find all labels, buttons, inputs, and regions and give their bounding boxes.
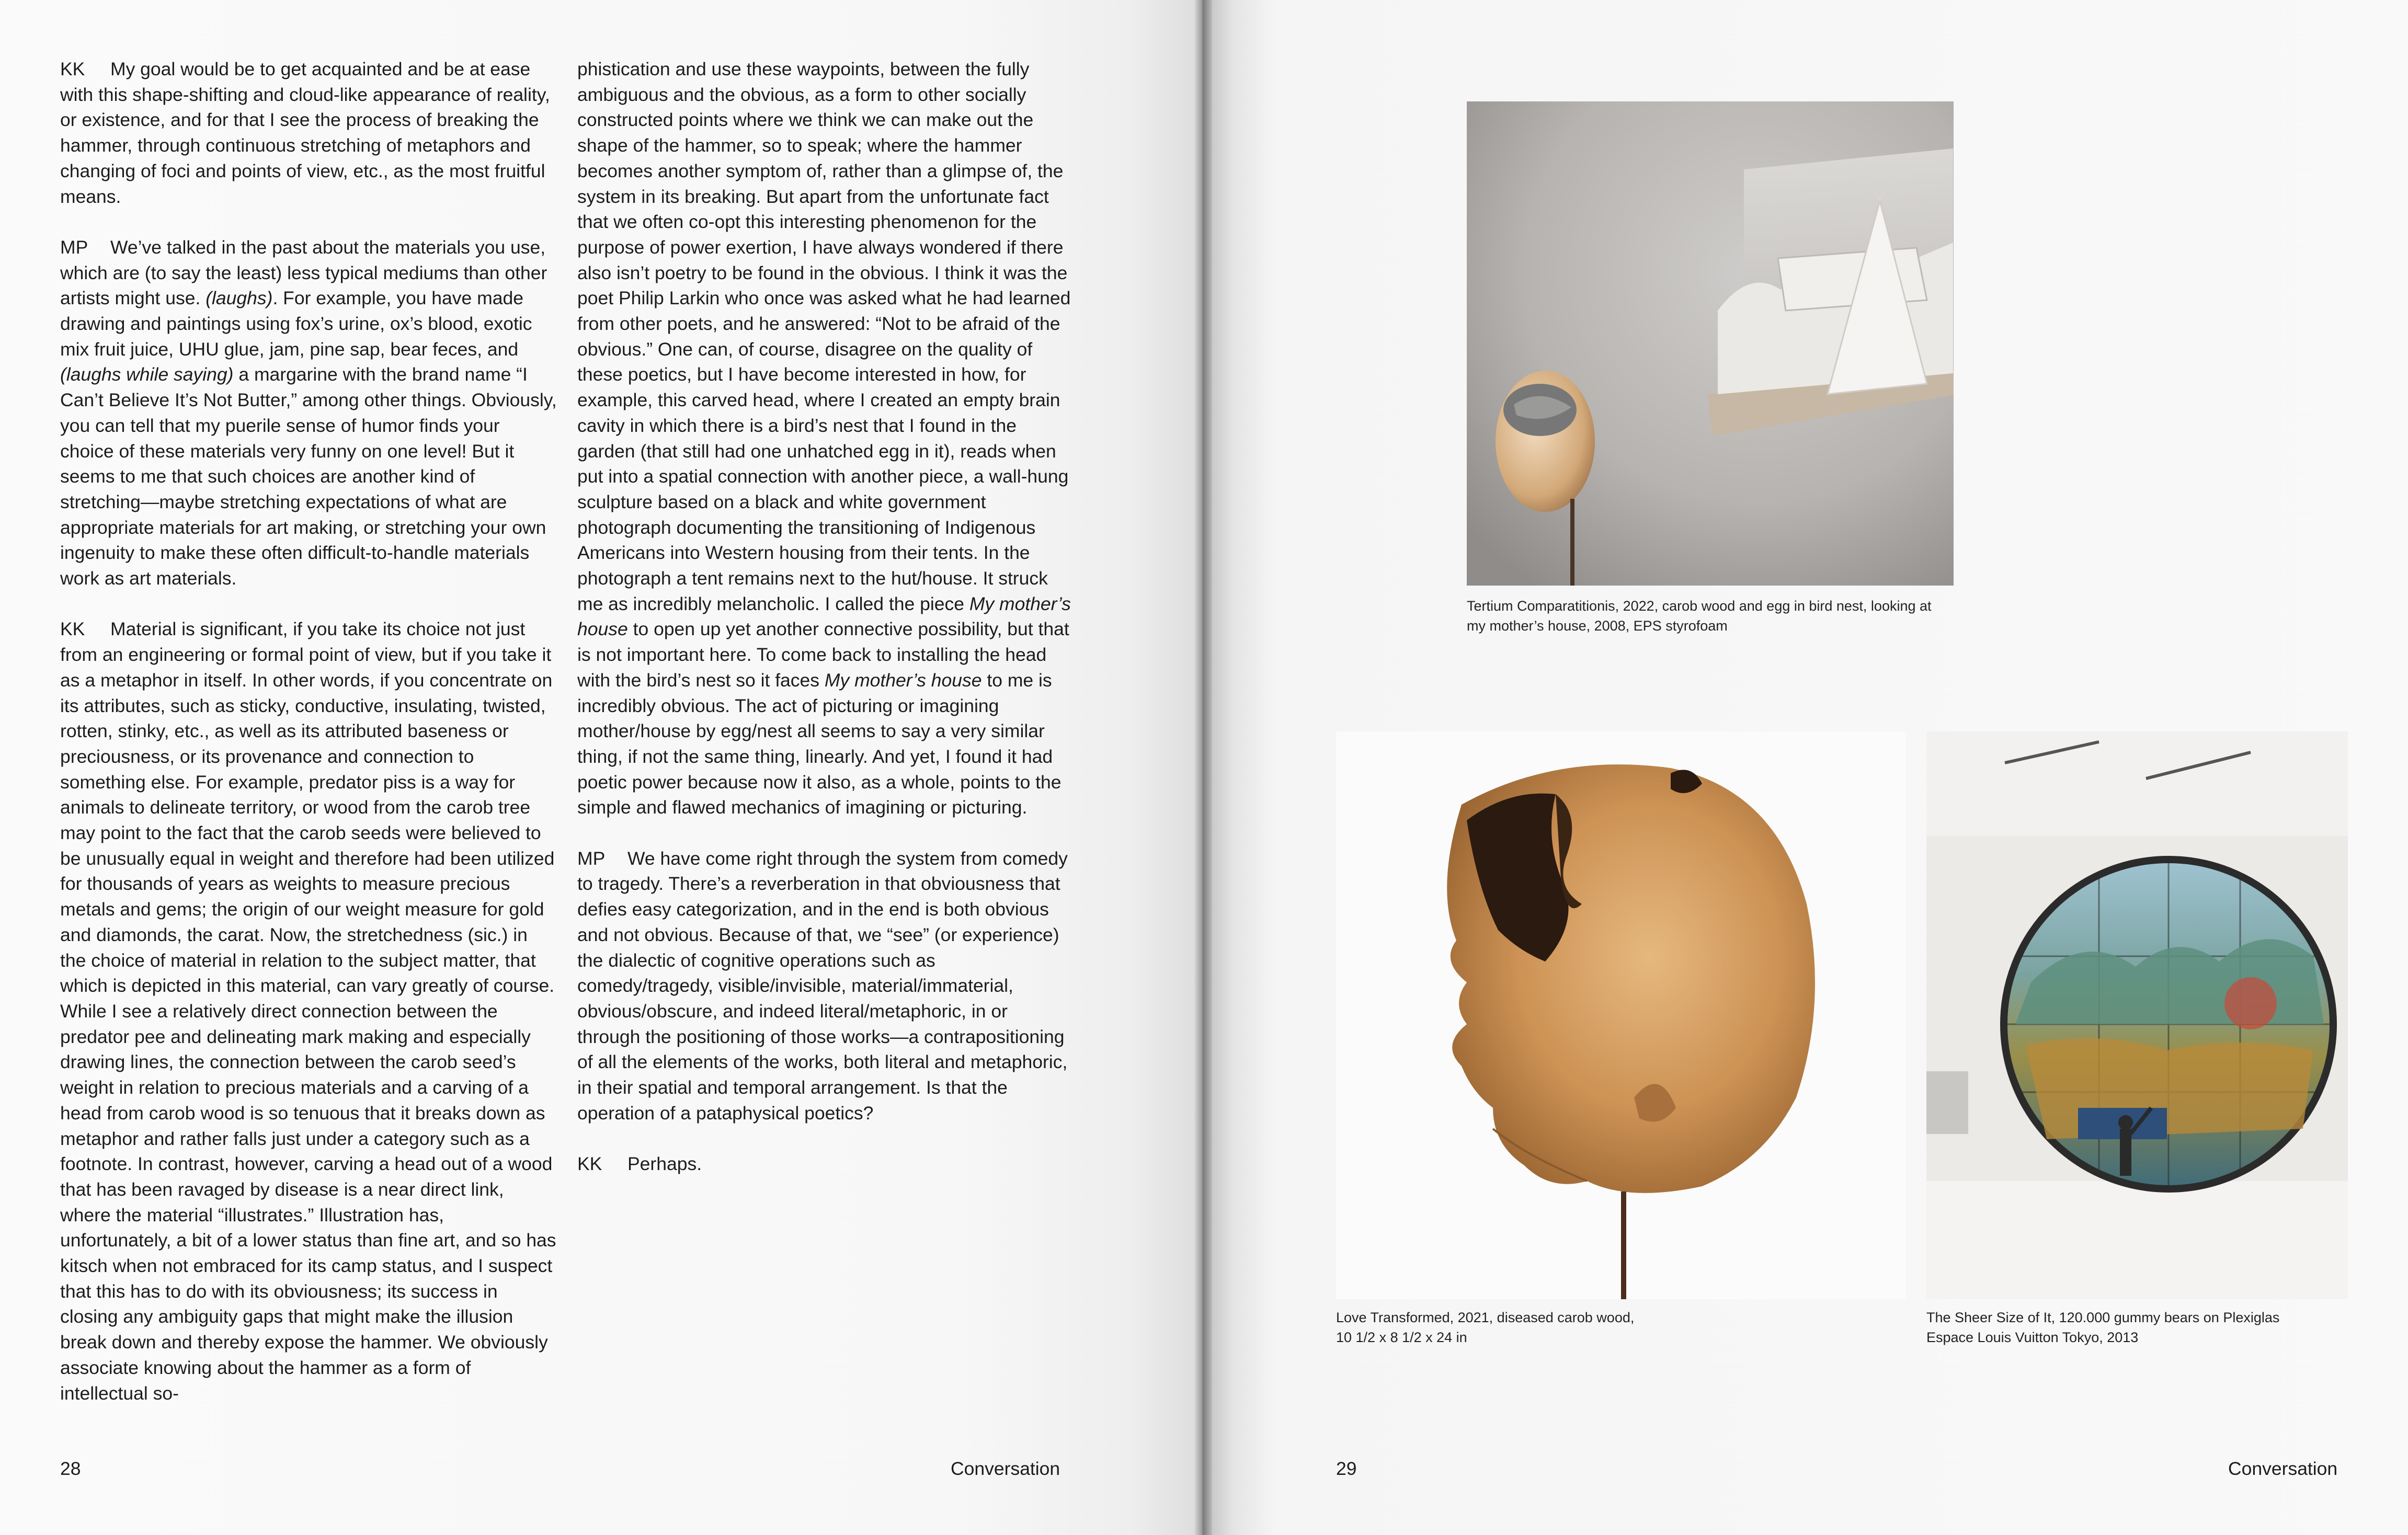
speaker-initials: KK (577, 1153, 602, 1175)
caption-line: 10 1/2 x 8 1/2 x 24 in (1336, 1330, 1467, 1345)
body-text: . For example, you have made drawing and paintings using fox’s urine, ox’s blood, exotic mix fruit juice, UHU glue, jam, pine sap, bear feces, and (60, 288, 532, 360)
page-number-left: 28 (60, 1458, 81, 1479)
text-column-middle (577, 56, 1074, 1202)
paragraph (577, 56, 1074, 820)
body-text: to me is incredibly obvious. The act of picturing or imagining mother/house by egg/nest all seems to say a very similar thing, if not the same thing, linearly. And yet, I found it had poetic power because now it also, as a whole, points to the simple and flawed mechanics of imagining or picturing. (577, 669, 1062, 818)
paragraph (60, 235, 557, 591)
caption-line: my mother’s house, 2008, EPS styrofoam (1467, 618, 1728, 634)
body-text: Perhaps. (627, 1153, 702, 1175)
body-text: to open up yet another connective possibility, but that is not important here. To come back to installing the head with the bird’s nest so it faces (577, 618, 1069, 691)
body-text: We’ve talked in the past about the materials you use, which are (to say the least) less typical mediums than other artists might use. (60, 236, 547, 309)
speaker-initials: MP (577, 847, 606, 869)
caption-tertium (1467, 596, 1990, 636)
italic-text: (laughs) (206, 288, 273, 309)
speaker-initials: KK (60, 59, 85, 79)
running-head-right: Conversation (2228, 1458, 2338, 1479)
italic-text: My mother’s house (577, 593, 1071, 640)
page-number-right: 29 (1336, 1458, 1357, 1479)
photo-sheer-size-of-it (1926, 731, 2348, 1299)
text-column-left (60, 56, 557, 1431)
paragraph (60, 56, 557, 209)
body-text: phistication and use these waypoints, between the fully ambiguous and the obvious, as a form to other socially constructed points where we think we can make out the shape of the hammer, so to speak; where the hammer becomes another symptom of, rather than a glimpse of, the system in its breaking. But apart from the unfortunate fact that we often co-opt this interesting phenomenon for the purpose of power exertion, I have always wondered if there also isn’t poetry to be found in the obvious. I think it was the poet Philip Larkin who once was asked what he had learned from other poets, and he answered: “Not to be afraid of the obvious.” One can, of course, disagree on the quality of these poetics, but I have become interested in how, for example, this carved head, where I created an empty brain cavity in which there is a bird’s nest that I found in the garden (that still had one unhatched egg in it), reads when put into a spatial connection with another piece, a wall-hung sculpture based on a black and white government photograph documenting the transitioning of Indigenous Americans into Western housing from their tents. In the photograph a tent remains next to the hut/house. It struck me as incredibly melancholic. I called the piece (577, 59, 1071, 614)
body-text: My goal would be to get acquainted and be at ease with this shape-shifting and cloud-like appearance of reality, or existence, and for that I see the process of breaking the hammer, through continuous stretching of metaphors and changing of foci and points of view, etc., as the most fruitful means. (60, 59, 550, 207)
caption-line: Espace Louis Vuitton Tokyo, 2013 (1926, 1330, 2139, 1345)
caption-love-transformed (1336, 1308, 1754, 1347)
caption-line: Love Transformed, 2021, diseased carob wood, (1336, 1310, 1635, 1325)
running-head-left: Conversation (951, 1458, 1060, 1479)
photo-love-transformed (1336, 731, 1905, 1299)
paragraph (60, 616, 557, 1406)
paragraph (577, 1151, 1074, 1177)
speaker-initials: MP (60, 236, 88, 258)
photo-tertium-comparatitionis (1467, 101, 1954, 586)
book-gutter (1193, 0, 1212, 1535)
paragraph (577, 846, 1074, 1126)
body-text: a margarine with the brand name “I Can’t Believe It’s Not Butter,” among other things. Obviously, you can tell that my puerile sense of humor finds your choice of these materials very funny on one level! But it seems to me that such choices are another kind of stretching—maybe stretching expectations of what are appropriate materials for art making, or stretching your own ingenuity to make these often difficult-to-handle materials work as art materials. (60, 364, 557, 589)
italic-text: (laughs while saying) (60, 364, 234, 385)
caption-line: The Sheer Size of It, 120.000 gummy bears on Plexiglas (1926, 1310, 2280, 1325)
speaker-initials: KK (60, 618, 85, 640)
body-text: Material is significant, if you take its choice not just from an engineering or formal point of view, but if you take it as a metaphor in itself. In other words, if you concentrate on its attributes, such as sticky, conductive, insulating, twisted, rotten, stinky, etc., as well as its attributed baseness or preciousness, or its provenance and connection to something else. For example, predator piss is a way for animals to delineate territory, or wood from the carob tree may point to the fact that the carob seeds were believed to be unusually equal in weight and therefore had been utilized for thousands of years as weights to measure precious metals and gems; the origin of our weight measure for gold and diamonds, the carat. Now, the stretchedness (sic.) in the choice of material in relation to the subject matter, that which is depicted in this material, can vary greatly of course. While I see a relatively direct connection between the predator pee and delineating mark making and especially drawing lines, the connection between the carob seed’s weight in relation to precious materials and a carving of a head from carob wood is so tenuous that it breaks down as metaphor and rather falls just under a category such as a footnote. In contrast, however, carving a head out of a wood that has been ravaged by disease is a near direct link, where the material “illustrates.” Illustration has, unfortunately, a bit of a lower status than fine art, and so has kitsch when not embraced for its camp status, and I suspect that this has to do with its obviousness; its success in closing any ambiguity gaps that might make the illusion break down and thereby expose the hammer. We obviously associate knowing about the hammer as a form of intellectual so- (60, 618, 556, 1404)
caption-line: Tertium Comparatitionis, 2022, carob wood and egg in bird nest, looking at (1467, 598, 1932, 614)
caption-sheer-size (1926, 1308, 2345, 1347)
body-text: We have come right through the system from comedy to tragedy. There’s a reverberation in that obviousness that defies easy categorization, and in the end is both obvious and not obvious. Because of that, we “see” (or experience) the dialectic of cognitive operations such as comedy/tragedy, visible/invisible, material/immaterial, obvious/obscure, and indeed literal/metaphoric, in or through the positioning of those works—a contrapositioning of all the elements of the works, both literal and metaphoric, in their spatial and temporal arrangement. Is that the operation of a pataphysical poetics? (577, 847, 1068, 1124)
italic-text: My mother’s house (824, 669, 982, 691)
